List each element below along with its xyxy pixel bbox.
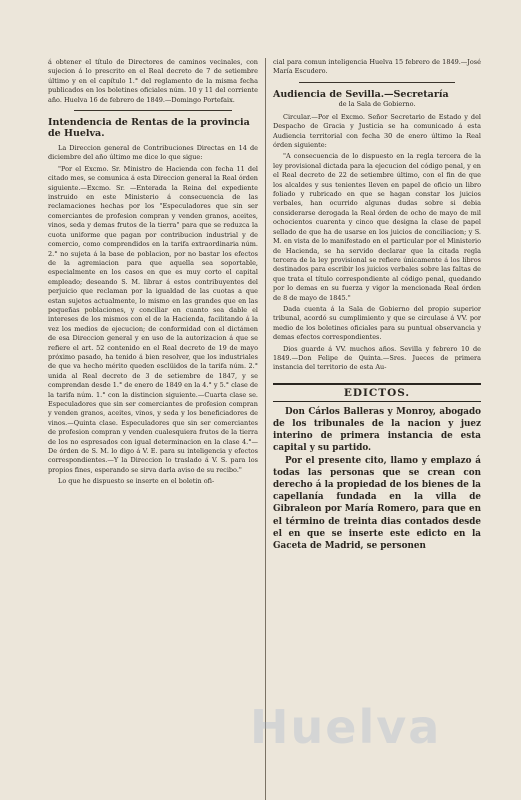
edicto-paragraph: Por el presente cito, llamo y emplazo á todas las personas que se crean con derecho á la propiedad de los bienes de la capellanía fundada en la villa de Gibraleon por María Romero, para que en el término de treinta dias contados desde el en que se inserte este edicto en la Gaceta de Madrid, se personen xyxy=(273,455,481,552)
paragraph: "Por el Excmo. Sr. Ministro de Hacienda con fecha 11 del citado mes, se comunica á esta Direccion general la Real órden siguiente.—Excmo. Sr. —Enterada la Reina del expediente instruido en este Ministerio á consecuencia de las reclamaciones hechas por los "Especuladores que sin ser comerciantes de profesion compran y venden granos, aceites, vinos, seda y demas frutos de la tierra" para que se reduzca la cuota uniforme que pagan por contribucion industrial y de comercio, como comprendidos en la tarifa extraordinaria núm. 2.° no sujeta á la base de poblacion, por no bastar los efectos de la agremiacion para que aquella sea soportable, especialmente en los casos en que es muy corto el capital empleado; deseando S. M. librar á estos contribuyentes del perjuicio que reclaman por la igualdad de las cuotas a que estan sujetos actualmente, lo mismo en las grandes que en las pequeñas poblaciones, y conciliar en cuanto sea dable el intereses de los mismos con el de la Hacienda, facilitando á la vez los medios de ejecucion; de conformidad con el dictámen de esa Direccion general y en uso de la autorizacion á que se refiere el art. 52 contenido en el Real decreto de 19 de mayo próximo pasado, ha tenido á bien resolver, que los industriales de que va hecho mérito queden esclüidos de la tarifa núm. 2.° unida al Real decreto de 3 de setiembre de 1847, y se comprendan desde 1.° de enero de 1849 en la 4.° y 5.° clase de la tarifa núm. 1.° con la distincion siguiente.—Cuarta clase se. Especuladores que sin ser comerciantes de profesion compran y venden granos, aceites, vinos, y seda y los beneficiadores de vinos.—Quinta clase. Especuladores que sin ser comerciantes de profesion compran y venden cualesquiera frutos de la tierra de los no espresados con igual determinacion en la clase 4.°—De órden de S. M. lo digo á V. E. para su inteligencia y efectos correspondientes.—Y la Direccion lo traslado á V. S. para los propios fines, esperando se sirva darla aviso de su recibo." xyxy=(48,164,258,474)
column-divider xyxy=(265,58,266,800)
edictos-title: EDICTOS. xyxy=(273,383,481,402)
right-column xyxy=(273,58,481,552)
paragraph: Circular.—Por el Excmo. Señor Secretario de Estado y del Despacho de Gracia y Justicia se ha comunicado á esta Audiencia territorial con fecha 30 de enero último la Real órden siguiente: xyxy=(273,112,481,150)
continuation-paragraph: cial para comun inteligencia Huelva 15 febrero de 1849.—José María Escudero. xyxy=(273,58,481,76)
edicto-paragraph: Don Cárlos Balleras y Monroy, abogado de los tribunales de la nacion y juez interino de primera instancia de esta capital y su partido. xyxy=(273,406,481,454)
library-watermark: Huelva xyxy=(250,700,442,754)
paragraph: Dios guarde á VV. muchos años. Sevilla y febrero 10 de 1849.—Don Felipe de Quinta.—Sres. Jueces de primera instancia del territorio de esta Au- xyxy=(273,344,481,372)
section-rule xyxy=(74,110,232,111)
paragraph: Lo que he dispuesto se inserte en el boletin ofi- xyxy=(58,477,215,486)
section-rule xyxy=(299,82,455,83)
section-title-intendencia: Intendencia de Rentas de la provincia de Huelva. xyxy=(48,117,250,140)
left-column xyxy=(48,58,258,489)
paragraph: La Direccion general de Contribuciones Directas en 14 de diciembre del año último me dice lo que sigue: xyxy=(48,144,258,162)
paragraph: "A consecuencia de lo dispuesto en la regla tercera de la ley provisional dictada para la ejecucion del código penal, y en el Real decreto de 22 de setiembre último, con el fin de que los alcaldes y sus tenientes lleven en papel de oficio un libro foliado y rubricado en que se hagan constar los juicios verbales, han ocurrido algunas dudas sobre si debia considerarse derogada la Real órden de ocho de mayo de mil ochocientos cuarenta y cinco que designa la clase de papel sellado de que ha de usarse en los juicios de conciliacion; y S. M. en vista de lo manifestado en el particular por el Ministerio de Hacienda, se ha servido declarar que la citada regla tercera de la ley provisional se refiere únicamente á los libros destinados para escribir los juicios verbales sobre las faltas de que trata el título correspondiente al código penal, quedando por lo demas en su fuerza y vigor la mencionada Real órden de 8 de mayo de 1845." xyxy=(273,152,481,302)
section-title-audiencia: Audiencia de Sevilla.—Secretaría xyxy=(273,88,449,100)
intro-paragraph: á obtener el título de Directores de caminos vecinales, con sujecion á lo prescrito en el Real decreto de 7 de setiembre último y en el capítulo 1.° del reglamento de la misma fecha publicados en los boletines oficiales núm. 10 y 11 del corriente año. Huelva 16 de febrero de 1849.—Domingo Portefaix. xyxy=(48,58,258,104)
paragraph: Dada cuenta á la Sala de Gobierno del propio superior tribunal, acordó su cumplimiento y que se circulase á VV. por medio de los boletines oficiales para su puntual observancia y demas efectos correspondientes. xyxy=(273,304,481,342)
section-subtitle: de la Sala de Gobierno. xyxy=(338,99,416,108)
